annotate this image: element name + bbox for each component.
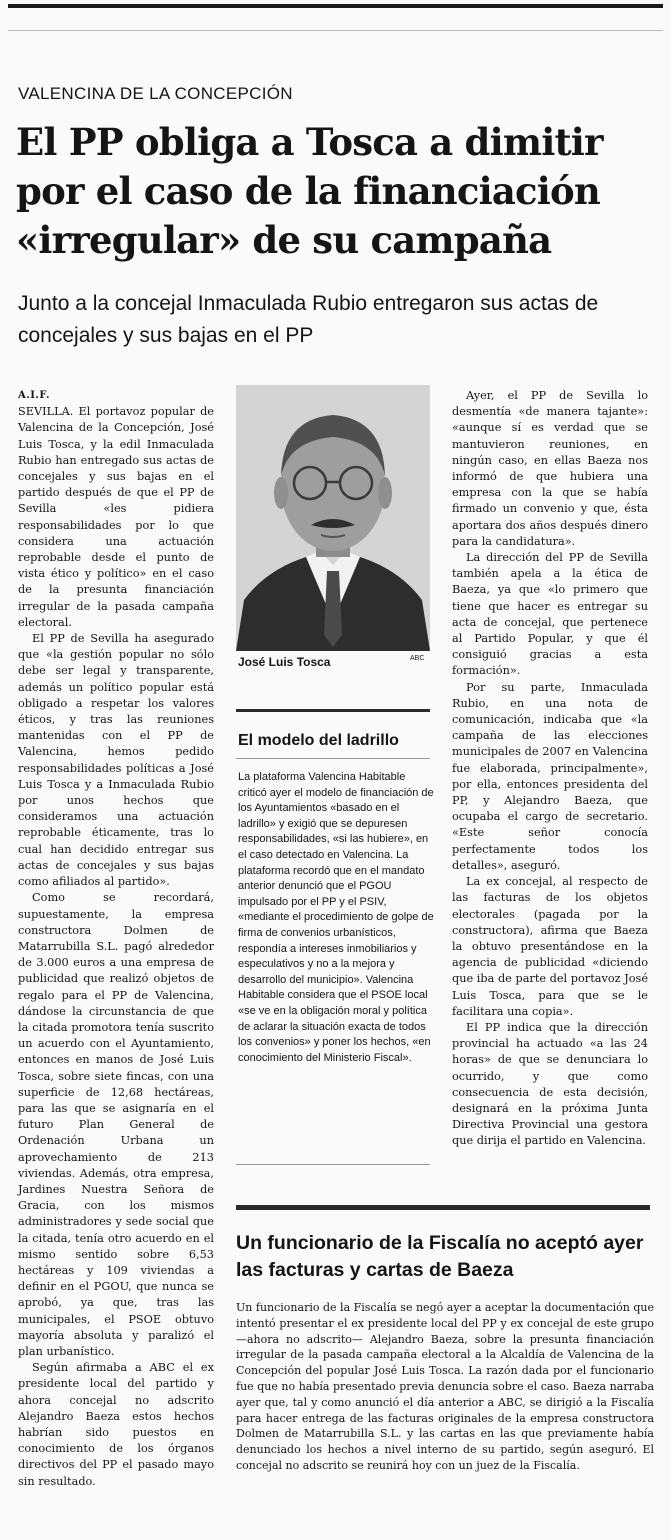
secondary-text: Un funcionario de la Fiscalía se negó ayer a aceptar la documentación que intentó presentar el ex presidente local del PP y ex concejal de este grupo —ahora no adscrito— Alejandro Baeza, sobre la presunta financiación irregular de la pasada campaña electoral a la Alcaldía de Valencina de la Concepción del popular José Luis Tosca. La razón dada por el funcionario fue que no había presentado previa denuncia sobre el caso. Baeza narraba ayer que, tal y como anunció el día anterior a ABC, se dirigió a la Fiscalía para hacer entrega de las facturas originales de la empresa constructora Dolmen de Matarrubilla S.L. y las cartas en las que previamente había denunciado los hechos a nivel interno de su partido, según aseguró. El concejal no adscrito se reunirá hoy con un juez de la Fiscalía. (236, 1301, 654, 1472)
top-rule (8, 4, 663, 8)
article-paragraph: El PP de Sevilla ha asegurado que «la gestión popular no sólo debe ser legal y transparente, además un político popular está obligado a respetar los valores éticos, y tras las reuniones mantenidas con el PP de Valencina, hemos pedido responsabilidades políticas a José Luis Tosca y a Inmaculada Rubio por unos hechos que consideramos una actuación reprobable éticamente, tras lo cual han decidido entregar sus actas de concejales y sus bajas como afiliados al partido». (18, 632, 214, 889)
article-paragraph: SEVILLA. El portavoz popular de Valencina de la Concepción, José Luis Tosca, y la edil Inmaculada Rubio han entregado sus actas de concejales y sus bajas en el partido después de que el PP de Sevilla «les pidiera responsabilidades por lo que considera una actuación reprobable desde el punto de vista ético y político» en el caso de la presunta financiación irregular de la pasada campaña electoral. (18, 405, 214, 629)
box-title-divider (236, 758, 430, 759)
box-top-rule (236, 709, 430, 712)
article-paragraph: Como se recordará, supuestamente, la empresa constructora Dolmen de Matarrubilla S.L. pagó alrededor de 3.000 euros a una empresa de publicidad que realizó objetos de regalo para el PP de Valencina, dándose la circunstancia de que la citada promotora tenía suscrito un acuerdo con el Ayuntamiento, entonces en manos de José Luis Tosca, sobre siete fincas, con una superficie de 12,68 hectáreas, para las que se asignaría en el futuro Plan General de Ordenación Urbana un aprovechamiento de 213 viviendas. Además, otra empresa, Jardines Nuestra Señora de Gracia, con los mismos administradores y sede social que la citada, tenía otro acuerdo en el mismo sentido sobre 6,53 hectáreas y 109 viviendas a definir en el PGOU, que nunca se aprobó, ya que, tras las municipales, el PSOE obtuvo mayoría absoluta y paralizó el plan urbanístico. (18, 891, 214, 1358)
secondary-title: Un funcionario de la Fiscalía no aceptó ayer las facturas y cartas de Baeza (236, 1232, 644, 1281)
article-paragraph: Ayer, el PP de Sevilla lo desmentía «de manera tajante»: «aunque sí es verdad que se mantuvieron reuniones, en ningún caso, en ellas Baeza nos informó de que hubiera una empresa con la que se había firmado un convenio y que, ésta aportara dos años después dinero para la candidatura». (452, 389, 648, 548)
portrait-illustration (236, 385, 430, 651)
article-paragraph: Por su parte, Inmaculada Rubio, en una nota de comunicación, indicaba que «la campaña de las elecciones municipales de 2007 en Valencina fue elaborada, principalmente», por ella, entonces presidenta del PP, y Alejandro Baeza, que ocupaba el cargo de secretario. «Este señor conocía perfectamente todos los detalles», aseguró. (452, 680, 648, 872)
article-paragraph: La ex concejal, al respecto de las facturas de los objetos electorales (pagada por la constructora), afirma que Baeza la obtuvo presentándose en la agencia de publicidad «diciendo que iba de parte del portavoz José Luis Tosca, para que se le facilitara una copia». (452, 875, 649, 1018)
article-paragraph: Según afirmaba a ABC el ex presidente local del partido y ahora concejal no adscrito Alejandro Baeza estos hechos habrían sido puestos en conocimiento de los órganos directivos del PP el pasado mayo sin resultado. (18, 1361, 214, 1488)
photo-caption: José Luis Tosca (238, 655, 331, 669)
headline (16, 118, 646, 265)
right-column (452, 388, 648, 1150)
section-label: VALENCINA DE LA CONCEPCIÓN (18, 84, 293, 103)
secondary-top-rule (236, 1205, 650, 1210)
article-paragraph: La dirección del PP de Sevilla también apela a la ética de Baeza, ya que «lo primero que tiene que hacer es entregar su acta de concejal, que pertenece al Partido Popular, y que él consiguió gracias a esta formación». (452, 551, 648, 678)
byline: A.I.F. (18, 390, 50, 401)
subheadline: Junto a la concejal Inmaculada Rubio entregaron sus actas de concejales y sus bajas en el PP (18, 292, 599, 347)
headline-line: «irregular» de su campaña (16, 218, 552, 262)
box-text: La plataforma Valencina Habitable criticó ayer el modelo de financiación de los Ayuntamientos «basado en el ladrillo» y exigió que se depuresen responsabilidades, «si las hubiere», en el caso detectado en Valencina. La plataforma recordó que en el mandato anterior denunció que el PGOU impulsado por el PP y el PSIV, «mediante el procedimiento de golpe de firma de convenios urbanísticos, respondía a intereses inmobiliarios y especulativos y no a la mejora y desarrollo del municipio». Valencina Habitable considera que el PSOE local «se ve en la obligación moral y política de aclarar la situación exacta de todos los convenios» y poner los hechos, «en conocimiento del Ministerio Fiscal». (238, 771, 434, 1064)
headline-line: por el caso de la financiación (16, 169, 600, 213)
left-column (18, 388, 214, 1490)
box-bottom-rule (236, 1164, 430, 1165)
headline-line: El PP obliga a Tosca a dimitir (16, 120, 603, 164)
photo-credit: ABC (410, 655, 425, 662)
header-divider (8, 30, 663, 31)
article-paragraph: El PP indica que la dirección provincial ha actuado «a las 24 horas» de que se denunciara lo ocurrido, y que como consecuencia de esta decisión, designará en la próxima Junta Directiva Provincial una gestora que dirija el partido en Valencina. (452, 1020, 648, 1148)
portrait-photo (236, 385, 430, 651)
box-title: El modelo del ladrillo (238, 732, 399, 749)
